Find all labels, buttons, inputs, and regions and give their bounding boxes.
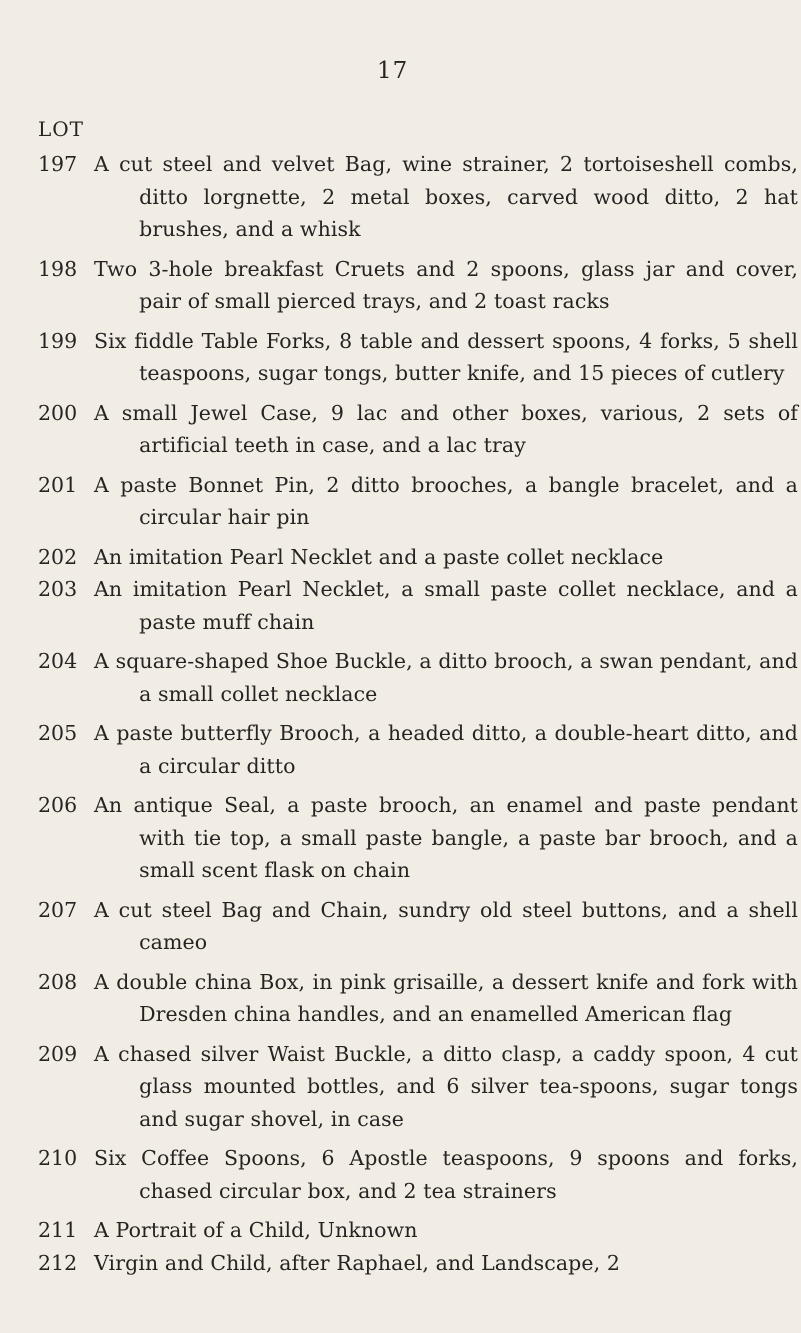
lot-number: 201 (38, 472, 78, 497)
lot-description: Six fiddle Table Forks, 8 table and dessert spoons, 4 forks, 5 shell teaspoons, sugar tongs, butter knife, and 15 pieces of cutlery (94, 328, 798, 385)
lot-description: A Portrait of a Child, Unknown (94, 1218, 418, 1242)
lot-number: 199 (38, 328, 78, 353)
lot-number: 208 (38, 969, 78, 994)
lot-column-header: LOT (38, 117, 85, 141)
lot-entry (38, 148, 798, 246)
page-number: 17 (377, 58, 409, 84)
lot-description: Two 3-hole breakfast Cruets and 2 spoons, glass jar and cover, pair of small pierced trays, and 2 toast racks (94, 256, 798, 313)
lot-entry (38, 541, 798, 574)
lot-description: A paste Bonnet Pin, 2 ditto brooches, a bangle bracelet, and a circular hair pin (94, 472, 798, 529)
lot-number: 204 (38, 649, 78, 673)
lot-list (38, 148, 798, 1286)
lot-description: A paste butterfly Brooch, a headed ditto, a double-heart ditto, and a circular ditto (94, 721, 798, 778)
lot-entry (38, 789, 798, 887)
lot-number: 200 (38, 400, 78, 425)
lot-entry (38, 573, 798, 638)
lot-entry (38, 469, 798, 534)
lot-number: 206 (38, 793, 78, 817)
lot-entry (38, 1142, 798, 1207)
lot-number: 209 (38, 1041, 78, 1066)
lot-number: 203 (38, 577, 78, 601)
lot-description: An antique Seal, a paste brooch, an enamel and paste pendant with tie top, a small paste bangle, a paste bar brooch, and a small scent flask on chain (94, 793, 798, 882)
lot-number: 210 (38, 1146, 78, 1170)
lot-entry (38, 1038, 798, 1136)
lot-entry (38, 397, 798, 462)
lot-description: A small Jewel Case, 9 lac and other boxes, various, 2 sets of artificial teeth in case, and a lac tray (94, 400, 798, 457)
lot-description: An imitation Pearl Necklet and a paste collet necklace (94, 544, 664, 569)
lot-number: 198 (38, 256, 78, 281)
lot-entry (38, 253, 798, 318)
lot-number: 211 (38, 1218, 78, 1242)
lot-entry (38, 894, 798, 959)
lot-entry (38, 1214, 798, 1247)
lot-description: A double china Box, in pink grisaille, a dessert knife and fork with Dresden china handles, and an enamelled American flag (94, 969, 798, 1026)
lot-entry (38, 645, 798, 710)
lot-description: An imitation Pearl Necklet, a small paste collet necklace, and a paste muff chain (94, 577, 798, 634)
lot-number: 207 (38, 897, 78, 922)
lot-description: A chased silver Waist Buckle, a ditto clasp, a caddy spoon, 4 cut glass mounted bottles, and 6 silver tea-spoons, sugar tongs and sugar shovel, in case (94, 1041, 798, 1131)
lot-entry (38, 325, 798, 390)
lot-description: A square-shaped Shoe Buckle, a ditto brooch, a swan pendant, and a small collet necklace (94, 649, 798, 706)
lot-description: A cut steel and velvet Bag, wine strainer, 2 tortoiseshell combs, ditto lorgnette, 2 metal boxes, carved wood ditto, 2 hat brushes, and a whisk (94, 152, 798, 241)
lot-number: 212 (38, 1250, 78, 1275)
lot-description: Virgin and Child, after Raphael, and Landscape, 2 (94, 1250, 620, 1275)
lot-entry (38, 966, 798, 1031)
lot-number: 197 (38, 152, 78, 176)
lot-entry (38, 717, 798, 782)
lot-number: 205 (38, 721, 78, 745)
lot-description: Six Coffee Spoons, 6 Apostle teaspoons, 9 spoons and forks, chased circular box, and 2 tea strainers (94, 1146, 798, 1203)
lot-number: 202 (38, 544, 78, 569)
lot-entry (38, 1247, 798, 1280)
lot-description: A cut steel Bag and Chain, sundry old steel buttons, and a shell cameo (94, 897, 798, 954)
